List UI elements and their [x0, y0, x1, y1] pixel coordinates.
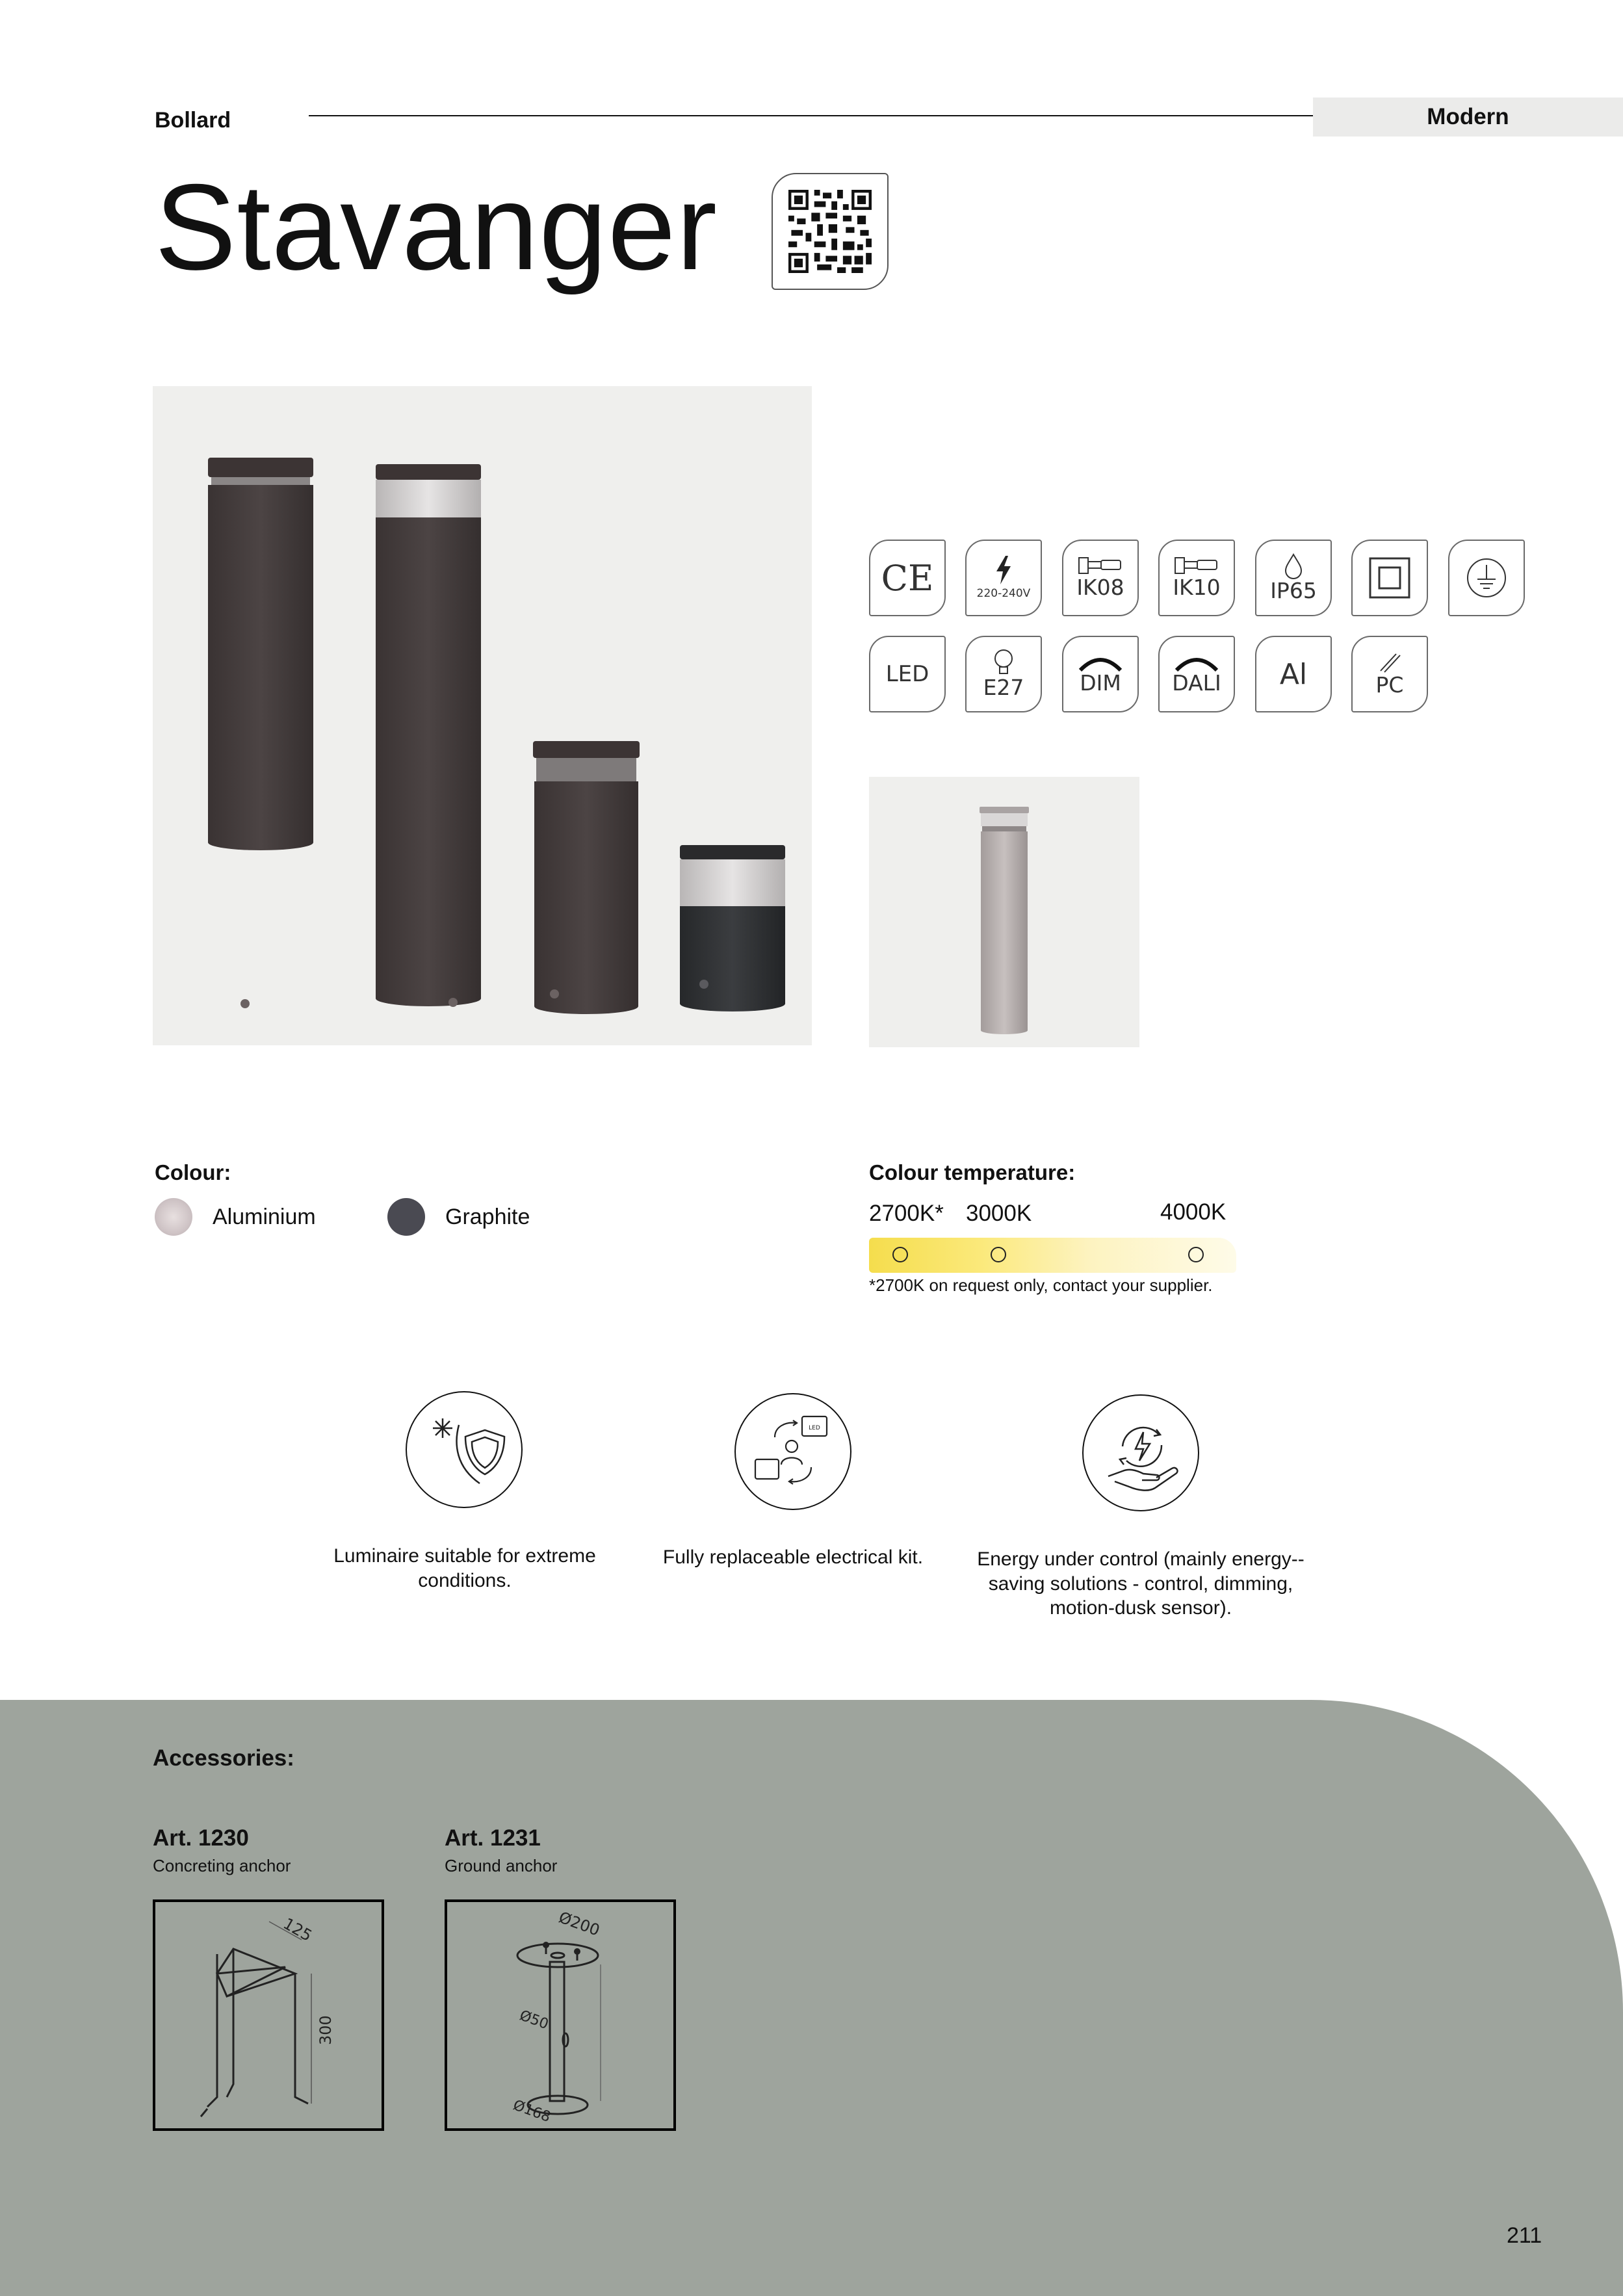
accessories-heading: Accessories: — [153, 1745, 294, 1771]
ik08-impact-icon: IK08 — [1062, 540, 1139, 616]
graphite-label: Graphite — [445, 1205, 530, 1229]
hammer-icon — [1174, 556, 1219, 576]
aluminium-icon: Al — [1255, 636, 1332, 712]
qr-code-icon — [788, 190, 872, 273]
dim-125-label: 125 — [280, 1914, 315, 1946]
dim-50-label: Ø50 — [517, 2007, 551, 2033]
ip65-water-drop-icon: IP65 — [1255, 540, 1332, 616]
qr-code[interactable] — [772, 173, 889, 290]
colour-temperature-note: *2700K on request only, contact your supplier. — [869, 1275, 1213, 1295]
product-photo — [153, 386, 812, 1045]
dim-icon: DIM — [1062, 636, 1139, 712]
colour-heading: Colour: — [155, 1160, 231, 1184]
feature-text-energy-control: Energy under control (mainly energy--saving solutions - control, dimming, motion-dusk sensor). — [977, 1548, 1305, 1619]
graphite-swatch[interactable] — [387, 1198, 425, 1236]
concreting-anchor-drawing — [153, 1899, 384, 2131]
svg-text:LED: LED — [809, 1425, 820, 1431]
temp-3000k-label: 3000K — [966, 1201, 1032, 1226]
aluminium-label: Aluminium — [213, 1205, 316, 1229]
class-ii-icon — [1351, 540, 1428, 616]
product-title: Stavanger — [155, 159, 718, 295]
style-badge: Modern — [1313, 98, 1623, 137]
art-1230-name: Concreting anchor — [153, 1856, 291, 1875]
art-1230-title: Art. 1230 — [153, 1825, 249, 1851]
header-rule — [309, 115, 1313, 116]
replaceable-kit-icon — [734, 1393, 851, 1510]
diagonal-lines-icon — [1377, 651, 1403, 673]
ce-mark-icon: CE — [869, 540, 946, 616]
temp-3000k-option[interactable] — [991, 1247, 1006, 1262]
energy-control-hand-icon — [1082, 1394, 1199, 1511]
feature-text-replaceable-kit: Fully replaceable electrical kit. — [662, 1546, 924, 1568]
dim-200-label: Ø200 — [556, 1908, 603, 1940]
temp-2700k-option[interactable] — [892, 1247, 908, 1262]
hammer-icon — [1078, 556, 1123, 576]
category-label: Bollard — [155, 108, 231, 133]
colour-temperature-scale — [869, 1238, 1236, 1273]
art-1231-name: Ground anchor — [445, 1856, 558, 1875]
aluminium-swatch[interactable] — [155, 1198, 192, 1236]
bulb-icon — [993, 649, 1015, 676]
temp-4000k-label: 4000K — [1160, 1199, 1227, 1225]
ik10-impact-icon: IK10 — [1158, 540, 1235, 616]
temp-2700k-label: 2700K* — [869, 1201, 944, 1226]
page-number: 211 — [1507, 2223, 1542, 2248]
dali-icon: DALI — [1158, 636, 1235, 712]
voltage-icon: 220-240V — [965, 540, 1042, 616]
dimming-arc-icon — [1174, 653, 1219, 672]
dimming-arc-icon — [1078, 653, 1123, 672]
led-icon: LED — [869, 636, 946, 712]
ground-anchor-drawing — [445, 1899, 676, 2131]
aluminium-variant-photo — [869, 777, 1139, 1047]
water-drop-icon — [1284, 553, 1303, 579]
extreme-conditions-shield-icon — [406, 1391, 523, 1508]
polycarbonate-icon: PC — [1351, 636, 1428, 712]
temp-4000k-option[interactable] — [1188, 1247, 1204, 1262]
dim-168-label: Ø168 — [510, 2097, 553, 2126]
art-1231-title: Art. 1231 — [445, 1825, 541, 1851]
feature-text-extreme-conditions: Luminaire suitable for extreme conditions. — [333, 1545, 596, 1591]
earth-ground-icon — [1448, 540, 1525, 616]
dim-300-label: 300 — [317, 2015, 335, 2045]
lightning-bolt-icon — [994, 556, 1013, 584]
e27-bulb-icon: E27 — [965, 636, 1042, 712]
colour-temperature-heading: Colour temperature: — [869, 1160, 1076, 1184]
